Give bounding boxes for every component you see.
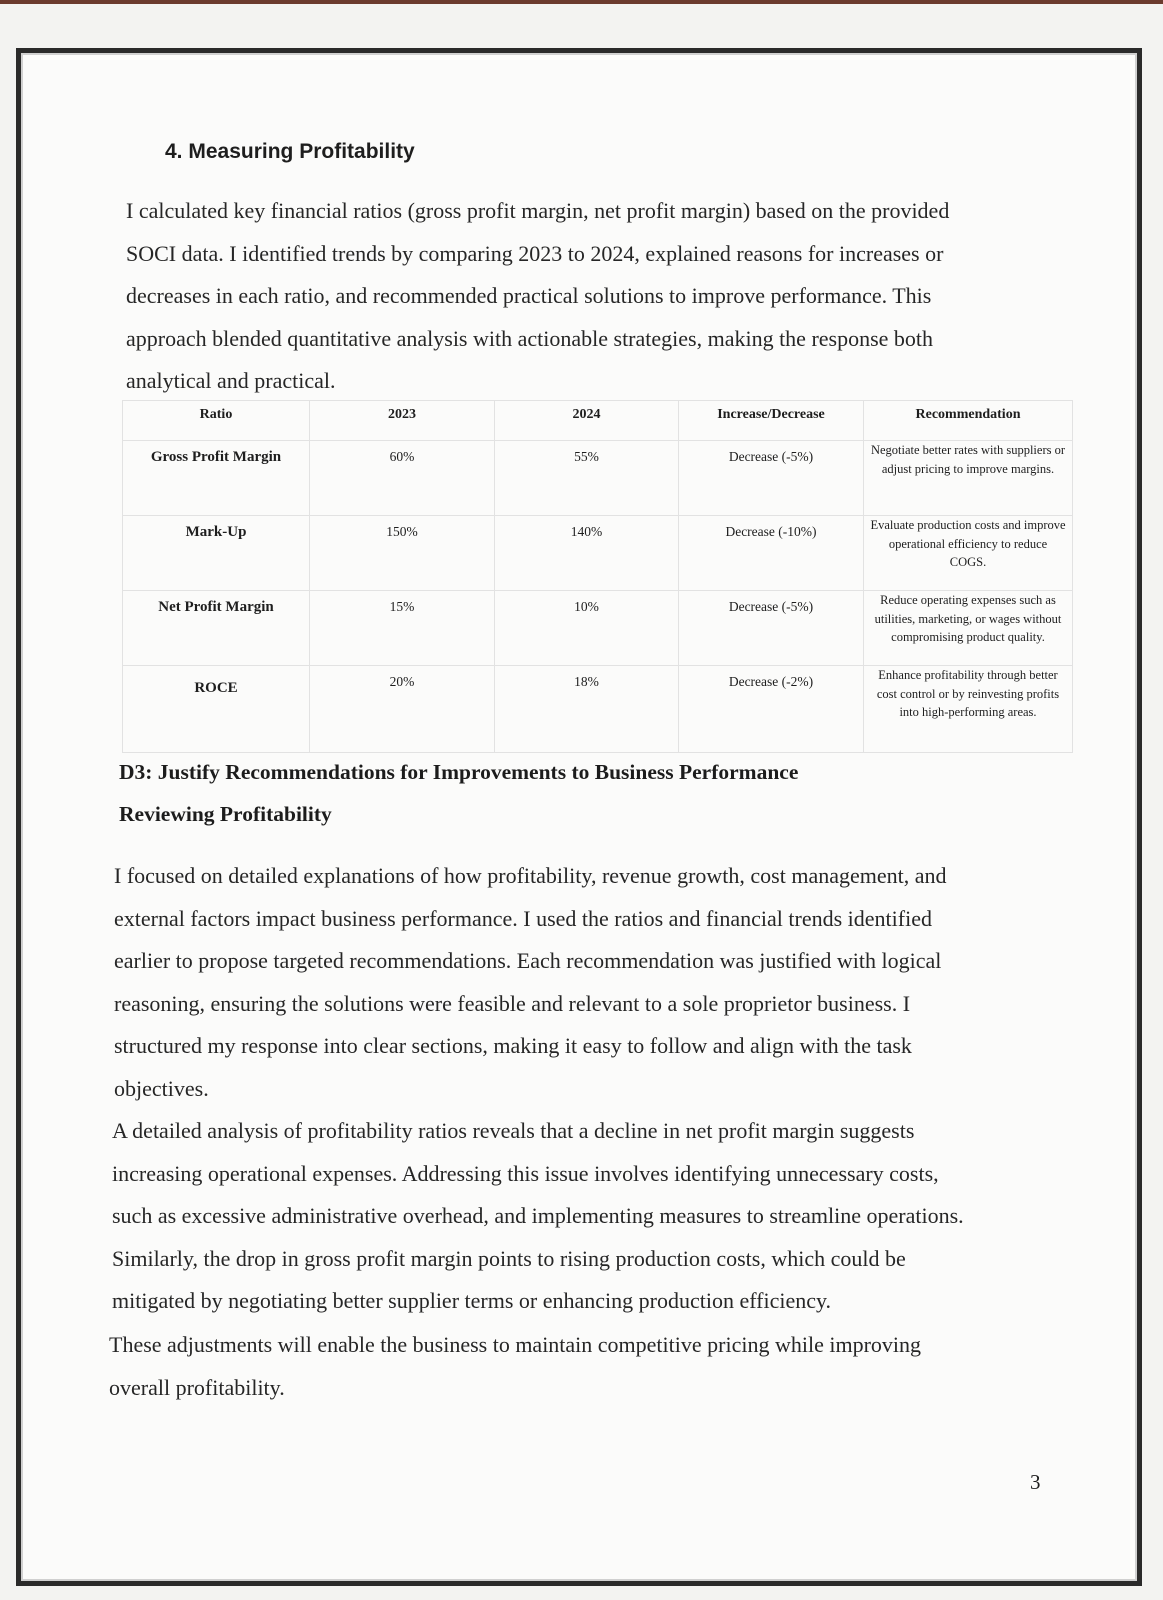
change-value: Decrease (-5%) bbox=[679, 591, 864, 666]
value-2024: 140% bbox=[495, 516, 679, 591]
value-2023: 60% bbox=[310, 441, 495, 516]
paragraph-line: SOCI data. I identified trends by comparing 2023 to 2024, explained reasons for increases or bbox=[126, 240, 944, 266]
body-paragraph-1 bbox=[114, 855, 1059, 1110]
paragraph-line: overall profitability. bbox=[109, 1374, 285, 1400]
paragraph-line: increasing operational expenses. Addressing this issue involves identifying unnecessary costs, bbox=[112, 1160, 939, 1186]
ratio-name: ROCE bbox=[123, 666, 310, 753]
column-header-change: Increase/Decrease bbox=[679, 401, 864, 441]
ratio-name: Gross Profit Margin bbox=[123, 441, 310, 516]
table-row bbox=[123, 516, 1073, 591]
top-edge-line bbox=[0, 0, 1163, 4]
change-value: Decrease (-5%) bbox=[679, 441, 864, 516]
paragraph-line: structured my response into clear sections, making it easy to follow and align with the task bbox=[114, 1033, 912, 1058]
value-2023: 20% bbox=[310, 666, 495, 753]
value-2024: 18% bbox=[495, 666, 679, 753]
paragraph-line: decreases in each ratio, and recommended practical solutions to improve performance. This bbox=[126, 283, 932, 308]
value-2023: 15% bbox=[310, 591, 495, 666]
section-heading: 4. Measuring Profitability bbox=[165, 140, 415, 163]
paragraph-line: reasoning, ensuring the solutions were feasible and relevant to a sole proprietor business. I bbox=[114, 990, 911, 1016]
recommendation-text: Evaluate production costs and improve operational efficiency to reduce COGS. bbox=[864, 516, 1073, 591]
intro-paragraph bbox=[126, 190, 1026, 403]
column-header-recommendation: Recommendation bbox=[864, 401, 1073, 441]
body-paragraph-3 bbox=[109, 1324, 1069, 1409]
recommendation-text: Enhance profitability through better cost control or by reinvesting profits into high-performing areas. bbox=[864, 666, 1073, 753]
column-header-ratio: Ratio bbox=[123, 401, 310, 441]
table-row bbox=[123, 591, 1073, 666]
recommendation-text: Reduce operating expenses such as utilities, marketing, or wages without compromising product quality. bbox=[864, 591, 1073, 666]
paragraph-line: such as excessive administrative overhead, and implementing measures to streamline operations. bbox=[112, 1203, 964, 1228]
table-row bbox=[123, 666, 1073, 753]
ratio-name: Net Profit Margin bbox=[123, 591, 310, 666]
paragraph-line: approach blended quantitative analysis with actionable strategies, making the response both bbox=[126, 325, 934, 351]
paragraph-line: Similarly, the drop in gross profit margin points to rising production costs, which could be bbox=[112, 1245, 906, 1271]
column-header-2024: 2024 bbox=[495, 401, 679, 441]
value-2024: 10% bbox=[495, 591, 679, 666]
recommendation-text: Negotiate better rates with suppliers or adjust pricing to improve margins. bbox=[864, 441, 1073, 516]
d3-heading: D3: Justify Recommendations for Improvements to Business Performance bbox=[119, 760, 799, 784]
body-paragraph-2 bbox=[112, 1110, 1072, 1323]
paragraph-line: A detailed analysis of profitability ratios reveals that a decline in net profit margin suggests bbox=[112, 1118, 915, 1143]
paragraph-line: earlier to propose targeted recommendations. Each recommendation was justified with logical bbox=[114, 948, 942, 973]
page-number: 3 bbox=[1030, 1470, 1041, 1494]
column-header-2023: 2023 bbox=[310, 401, 495, 441]
paragraph-line: mitigated by negotiating better supplier terms or enhancing production efficiency. bbox=[112, 1288, 832, 1313]
ratio-name: Mark-Up bbox=[123, 516, 310, 591]
paragraph-line: I focused on detailed explanations of how profitability, revenue growth, cost management, and bbox=[114, 863, 947, 888]
paragraph-line: analytical and practical. bbox=[126, 368, 336, 393]
paragraph-line: These adjustments will enable the business to maintain competitive pricing while improving bbox=[109, 1332, 922, 1357]
value-2023: 150% bbox=[310, 516, 495, 591]
paragraph-line: objectives. bbox=[114, 1075, 209, 1101]
table-header-row bbox=[123, 401, 1073, 441]
table-row bbox=[123, 441, 1073, 516]
reviewing-profitability-heading: Reviewing Profitability bbox=[119, 802, 332, 826]
ratios-table bbox=[122, 400, 1073, 753]
change-value: Decrease (-2%) bbox=[679, 666, 864, 753]
paragraph-line: external factors impact business performance. I used the ratios and financial trends identified bbox=[114, 905, 932, 931]
paragraph-line: I calculated key financial ratios (gross profit margin, net profit margin) based on the provided bbox=[126, 198, 950, 223]
change-value: Decrease (-10%) bbox=[679, 516, 864, 591]
value-2024: 55% bbox=[495, 441, 679, 516]
